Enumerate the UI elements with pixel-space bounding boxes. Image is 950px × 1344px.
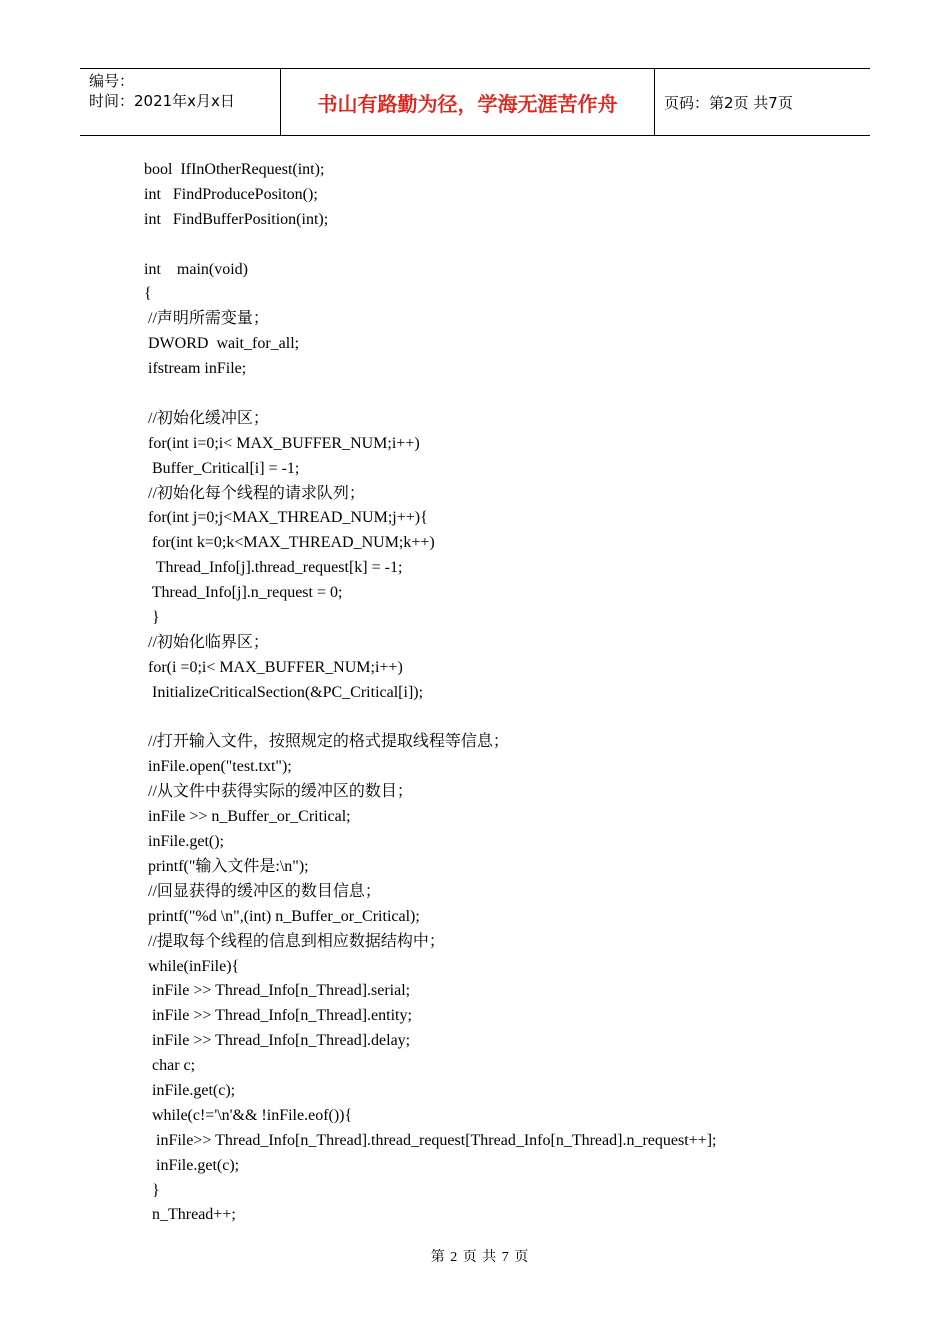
code-line: //打开输入文件，按照规定的格式提取线程等信息； [144, 733, 509, 751]
code-line: //初始化临界区； [144, 633, 269, 651]
code-line: inFile >> n_Buffer_or_Critical; [144, 808, 351, 826]
code-line: //回显获得的缓冲区的数目信息； [144, 882, 381, 900]
code-line: int FindBufferPosition(int); [144, 210, 329, 228]
header-motto: 书山有路勤为径，学海无涯苦作舟 [281, 69, 655, 135]
code-line: inFile.open("test.txt"); [144, 758, 292, 776]
code-line: } [144, 1181, 160, 1199]
code-line: //声明所需变量； [144, 310, 269, 328]
code-line: printf("%d \n",(int) n_Buffer_or_Critical); [144, 907, 420, 925]
document-date: 时间：2021年x月x日 [89, 92, 235, 110]
code-line: char c; [144, 1057, 196, 1075]
header-meta [80, 69, 281, 135]
code-line: //提取每个线程的信息到相应数据结构中； [144, 932, 445, 950]
code-line: printf("输入文件是:\n"); [144, 857, 309, 875]
code-line: inFile.get(c); [144, 1156, 240, 1174]
code-line: for(int j=0;j<MAX_THREAD_NUM;j++){ [144, 509, 428, 527]
code-line: Thread_Info[j].thread_request[k] = -1; [144, 559, 403, 577]
code-line: bool IfInOtherRequest(int); [144, 161, 325, 178]
code-line: for(int i=0;i< MAX_BUFFER_NUM;i++) [144, 434, 420, 452]
code-line: while(c!='\n'&& !inFile.eof()){ [144, 1106, 353, 1124]
code-line: for(int k=0;k<MAX_THREAD_NUM;k++) [144, 534, 435, 552]
page-footer: 第 2 页 共 7 页 [430, 1250, 530, 1265]
code-line [144, 706, 864, 731]
code-line: for(i =0;i< MAX_BUFFER_NUM;i++) [144, 658, 403, 676]
header-page-info: 页码：第2页 共7页 [664, 94, 793, 112]
code-line: inFile>> Thread_Info[n_Thread].thread_request[Thread_Info[n_Thread].n_request++]; [144, 1131, 717, 1149]
code-line: DWORD wait_for_all; [144, 335, 300, 353]
code-line: Buffer_Critical[i] = -1; [144, 459, 300, 477]
code-line: inFile >> Thread_Info[n_Thread].entity; [144, 1007, 412, 1025]
code-line: while(inFile){ [144, 957, 240, 975]
code-line: //初始化缓冲区； [144, 409, 269, 427]
code-line [144, 233, 864, 258]
code-line: int FindProducePositon(); [144, 185, 318, 203]
code-line: InitializeCriticalSection(&PC_Critical[i]); [144, 683, 424, 701]
code-line: } [144, 609, 160, 627]
code-line: //初始化每个线程的请求队列； [144, 484, 365, 502]
code-line: inFile.get(); [144, 833, 224, 851]
code-line: Thread_Info[j].n_request = 0; [144, 584, 343, 602]
code-line: inFile >> Thread_Info[n_Thread].serial; [144, 982, 411, 1000]
code-line: ifstream inFile; [144, 360, 247, 378]
code-line: { [144, 285, 152, 303]
document-number-label: 编号： [89, 72, 135, 90]
code-line [144, 382, 864, 407]
code-line: int main(void) [144, 260, 248, 278]
code-line: //从文件中获得实际的缓冲区的数目； [144, 783, 413, 801]
code-line: inFile >> Thread_Info[n_Thread].delay; [144, 1032, 411, 1050]
page-header [80, 68, 870, 136]
code-line: inFile.get(c); [144, 1081, 236, 1099]
code-line: n_Thread++; [144, 1206, 236, 1224]
code-listing [144, 158, 864, 1228]
